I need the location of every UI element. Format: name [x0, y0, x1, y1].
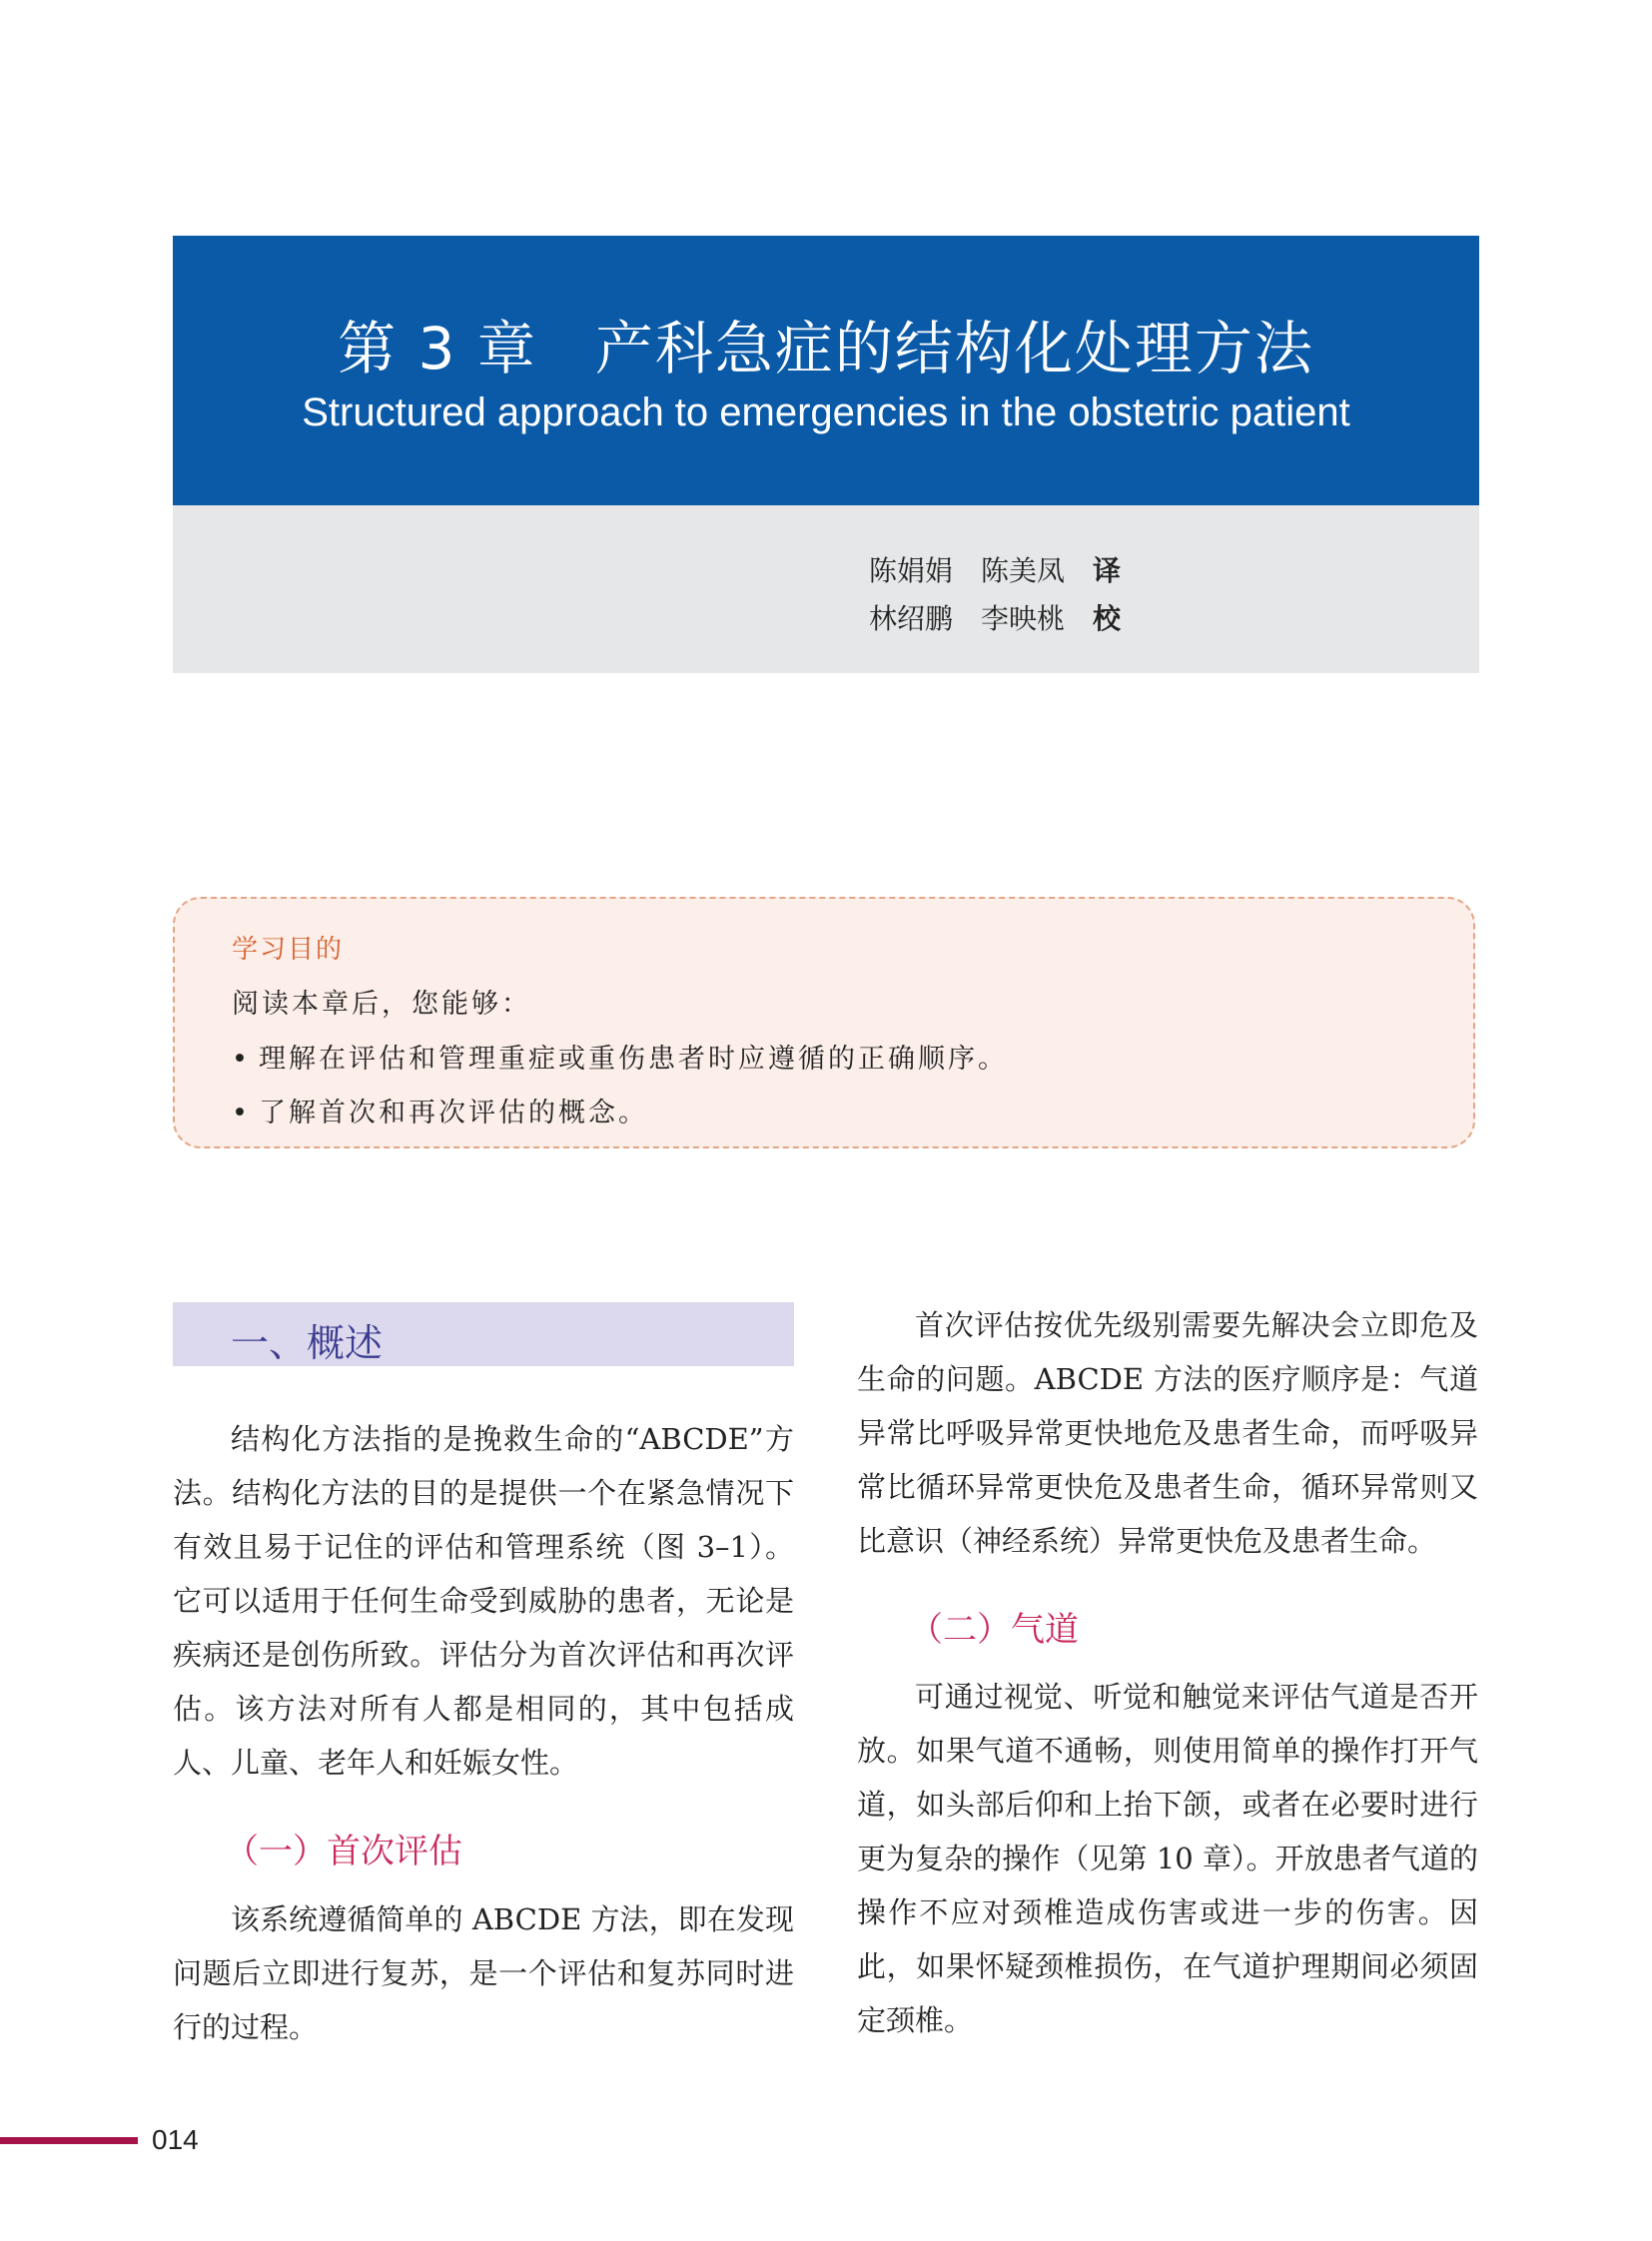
objectives-intro: 阅读本章后，您能够： — [232, 989, 531, 1020]
translator-line — [869, 549, 1121, 589]
bullet-icon: • — [232, 1098, 251, 1128]
objectives-heading: 学习目的 — [232, 935, 345, 965]
subheading-primary-assessment: （一）首次评估 — [225, 1832, 462, 1871]
translator-name: 陈娟娟 — [869, 554, 954, 587]
objective-item — [232, 1091, 648, 1129]
bullet-icon: • — [232, 1044, 251, 1075]
priority-paragraph: 首次评估按优先级别需要先解决会立即危及生命的问题。ABCDE 方法的医疗顺序是：气道异常比呼吸异常更快地危及患者生命，而呼吸异常比循环异常更快危及患者生命，循环异常则又比意识（神经系统）异常更快危及患者生命。 — [857, 1308, 1478, 1558]
page-number-bar — [0, 2137, 138, 2144]
objective-text: 理解在评估和管理重症或重伤患者时应遵循的正确顺序。 — [259, 1044, 1008, 1075]
chapter-number: 第 3 章 — [338, 315, 537, 382]
reviewer-line — [869, 597, 1121, 637]
reviewer-name: 李映桃 — [981, 602, 1066, 635]
chapter-subtitle: Structured approach to emergencies in the obstetric patient — [302, 390, 1350, 434]
objective-item — [232, 1037, 1008, 1076]
chapter-banner — [173, 236, 1479, 505]
subheading-airway: （二）气道 — [909, 1610, 1079, 1650]
translate-role: 译 — [1093, 554, 1122, 587]
page-number: 014 — [152, 2124, 199, 2155]
primary-assessment-paragraph: 该系统遵循简单的 ABCDE 方法，即在发现问题后立即进行复苏，是一个评估和复苏同时进行的过程。 — [173, 1902, 794, 2044]
review-role: 校 — [1093, 602, 1122, 635]
objective-text: 了解首次和再次评估的概念。 — [259, 1098, 648, 1128]
credits-panel — [173, 505, 1479, 673]
section-heading-text: 一、概述 — [231, 1321, 384, 1365]
airway-paragraph: 可通过视觉、听觉和触觉来评估气道是否开放。如果气道不通畅，则使用简单的操作打开气道，如头部后仰和上抬下颌，或者在必要时进行更为复杂的操作（见第 10 章）。开放患者气道的操作不应对颈椎造成伤害或进一步的伤害。因此，如果怀疑颈椎损伤，在气道护理期间必须固定颈椎。 — [857, 1680, 1478, 2037]
section-heading-overview — [173, 1302, 794, 1366]
chapter-title-text: 产科急症的结构化处理方法 — [594, 315, 1314, 382]
chapter-title — [173, 302, 1479, 385]
reviewer-name: 林绍鹏 — [869, 602, 954, 635]
overview-paragraph: 结构化方法指的是挽救生命的“ABCDE”方法。结构化方法的目的是提供一个在紧急情况下有效且易于记住的评估和管理系统（图 3–1）。它可以适用于任何生命受到威胁的患者，无论是疾病还是创伤所致。评估分为首次评估和再次评估。该方法对所有人都是相同的，其中包括成人、儿童、老年人和妊娠女性。 — [173, 1422, 794, 1780]
learning-objectives-box — [173, 897, 1475, 1148]
translator-name: 陈美凤 — [981, 554, 1066, 587]
